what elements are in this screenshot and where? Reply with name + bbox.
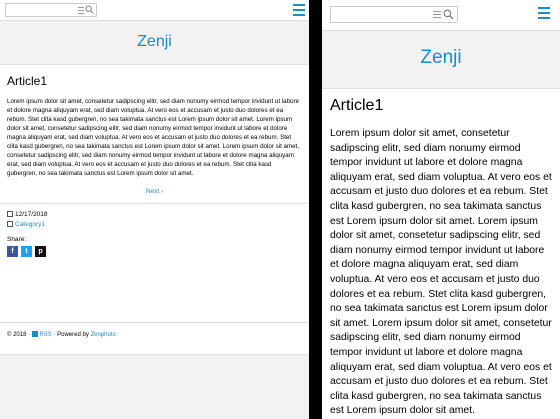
site-header xyxy=(322,31,560,89)
right-viewport xyxy=(322,0,560,419)
site-title[interactable]: Zenji xyxy=(420,47,462,68)
search-icon[interactable] xyxy=(443,9,454,20)
search-input[interactable] xyxy=(330,6,458,23)
main-content xyxy=(0,65,309,322)
share-label: Share: xyxy=(7,236,27,243)
menu-icon[interactable] xyxy=(293,4,305,16)
folder-icon xyxy=(7,221,13,227)
site-header xyxy=(0,21,309,65)
article-body: Lorem ipsum dolor sit amet, consetetur sadipscing elitr, sed diam nonumy eirmod tempor invidunt ut labore et dolore magna aliquyam erat, sed diam voluptua. At vero eos et accusam et justo duo dolores et ea rebum. Stet clita kasd gubergren, no sea takimata sanctus est Lorem ipsum dolor sit amet. Lorem ipsum dolor sit amet, consetetur sadipscing elitr, sed diam nonumy eirmod tempor invidunt ut labore et dolore magna aliquyam erat, sed diam voluptua. At vero eos et accusam et justo duo dolores et ea rebum. Stet clita kasd gubergren, no sea takimata sanctus est Lorem ipsum dolor sit amet. Lorem ipsum dolor sit amet, consetetur sadipscing elitr, sed diam nonumy eirmod tempor invidunt ut labore et dolore magna aliquyam erat, sed diam voluptua. At vero eos et accusam et justo duo dolores et ea rebum. Stet clita kasd gubergren, no sea takimata sanctus est Lorem ipsum dolor sit amet. xyxy=(330,128,552,417)
article-body: Lorem ipsum dolor sit amet, consetetur sadipscing elitr, sed diam nonumy eirmod tempor invidunt ut labore et dolore magna aliquyam erat, sed diam voluptua. At vero eos et accusam et justo duo dolores et ea rebum. Stet clita kasd gubergren, no sea takimata sanctus est Lorem ipsum dolor sit amet. Lorem ipsum dolor sit amet, consetetur sadipscing elitr, sed diam nonumy eirmod tempor invidunt ut labore et dolore magna aliquyam erat, sed diam voluptua. At vero eos et accusam et justo duo dolores et ea rebum. Stet clita kasd gubergren, no sea takimata sanctus est Lorem ipsum dolor sit amet. Lorem ipsum dolor sit amet, consetetur sadipscing elitr, sed diam nonumy eirmod tempor invidunt ut labore et dolore magna aliquyam erat, sed diam voluptua. At vero eos et accusam et justo duo dolores et ea rebum. Stet clita kasd gubergren, no sea takimata sanctus est Lorem ipsum dolor sit amet. xyxy=(7,98,299,177)
category-link[interactable]: Category1 xyxy=(15,221,45,228)
search-icon[interactable] xyxy=(85,5,94,14)
facebook-icon[interactable]: f xyxy=(7,246,18,257)
article-title: Article1 xyxy=(7,74,48,88)
search-options-icon[interactable] xyxy=(433,11,441,20)
next-link[interactable]: Next › xyxy=(145,188,164,195)
menu-icon[interactable] xyxy=(538,7,550,20)
footer xyxy=(0,323,309,355)
footer-powered-by: · Powered by xyxy=(53,332,89,338)
site-title[interactable]: Zenji xyxy=(137,33,172,50)
search-input[interactable] xyxy=(5,3,97,17)
article-date: 12/17/2018 xyxy=(15,211,48,218)
zenphoto-link[interactable]: Zenphoto xyxy=(90,332,116,338)
top-bar xyxy=(322,0,560,31)
twitter-icon[interactable]: t xyxy=(21,246,32,257)
footer-copyright: © 2018 · xyxy=(7,332,31,338)
rss-link[interactable]: RSS xyxy=(39,332,52,338)
article-meta xyxy=(7,204,302,230)
article-title: Article1 xyxy=(330,97,384,114)
top-bar xyxy=(0,0,309,21)
viewport-divider xyxy=(309,0,322,419)
pinterest-icon[interactable]: p xyxy=(35,246,46,257)
calendar-icon xyxy=(7,211,13,217)
share-section xyxy=(7,236,302,257)
rss-icon[interactable] xyxy=(32,331,38,337)
search-options-icon[interactable] xyxy=(78,7,84,14)
main-content xyxy=(322,89,560,419)
